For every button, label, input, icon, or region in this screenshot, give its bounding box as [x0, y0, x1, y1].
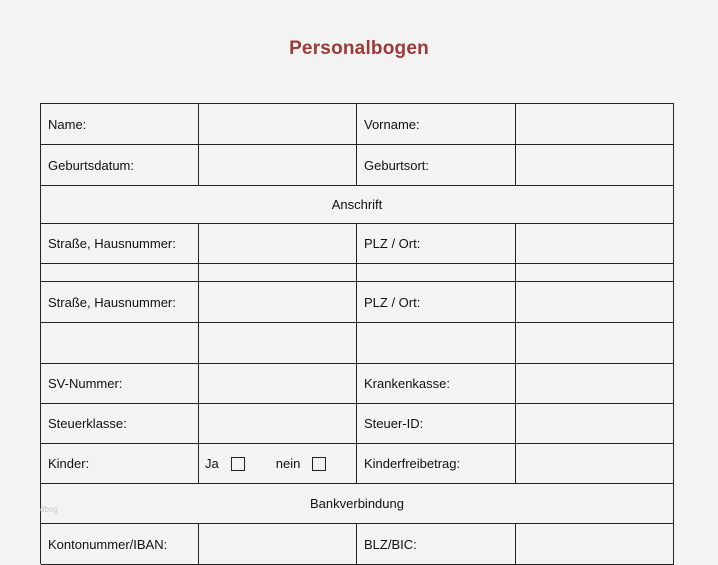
strasse-label-2: Straße, Hausnummer: [41, 282, 199, 323]
row-birth [41, 145, 674, 186]
geburtsort-label: Geburtsort: [357, 145, 516, 186]
row-anschrift-header [41, 186, 674, 224]
name-label: Name: [41, 104, 199, 145]
steuerid-field[interactable] [516, 404, 674, 444]
steuerklasse-field[interactable] [199, 404, 357, 444]
konto-field[interactable] [199, 524, 357, 565]
geburtsort-field[interactable] [516, 145, 674, 186]
vorname-label: Vorname: [357, 104, 516, 145]
strasse-field-2[interactable] [199, 282, 357, 323]
kinder-nein-checkbox[interactable] [312, 457, 326, 471]
personal-form [40, 103, 674, 564]
sv-label: SV-Nummer: [41, 364, 199, 404]
bank-header: Bankverbindung [41, 484, 674, 524]
watermark: dbog [40, 505, 58, 514]
row-kinder [41, 444, 674, 484]
konto-label: Kontonummer/IBAN: [41, 524, 199, 565]
row-name [41, 104, 674, 145]
sv-field[interactable] [199, 364, 357, 404]
plz-field-1[interactable] [516, 224, 674, 264]
steuerklasse-label: Steuerklasse: [41, 404, 199, 444]
spacer-cell-2[interactable] [199, 264, 357, 282]
anschrift-header: Anschrift [41, 186, 674, 224]
steuerid-label: Steuer-ID: [357, 404, 516, 444]
row-bank-header [41, 484, 674, 524]
empty-cell-4[interactable] [516, 323, 674, 364]
krankenkasse-label: Krankenkasse: [357, 364, 516, 404]
row-spacer [41, 264, 674, 282]
geburtsdatum-label: Geburtsdatum: [41, 145, 199, 186]
plz-label-2: PLZ / Ort: [357, 282, 516, 323]
row-sv [41, 364, 674, 404]
geburtsdatum-field[interactable] [199, 145, 357, 186]
empty-cell-2[interactable] [199, 323, 357, 364]
empty-cell-1[interactable] [41, 323, 199, 364]
kinder-options [199, 444, 357, 484]
kinder-ja-label: Ja [205, 456, 219, 471]
krankenkasse-field[interactable] [516, 364, 674, 404]
strasse-field-1[interactable] [199, 224, 357, 264]
row-empty [41, 323, 674, 364]
strasse-label-1: Straße, Hausnummer: [41, 224, 199, 264]
kinder-ja-checkbox[interactable] [231, 457, 245, 471]
plz-label-1: PLZ / Ort: [357, 224, 516, 264]
spacer-cell-3[interactable] [357, 264, 516, 282]
vorname-field[interactable] [516, 104, 674, 145]
kinder-label: Kinder: [41, 444, 199, 484]
blz-field[interactable] [516, 524, 674, 565]
kinder-nein-label: nein [275, 456, 301, 471]
name-field[interactable] [199, 104, 357, 145]
spacer-cell-1[interactable] [41, 264, 199, 282]
row-bank [41, 524, 674, 565]
kinderfreibetrag-label: Kinderfreibetrag: [357, 444, 516, 484]
row-address-2 [41, 282, 674, 323]
row-address-1 [41, 224, 674, 264]
row-steuer [41, 404, 674, 444]
blz-label: BLZ/BIC: [357, 524, 516, 565]
spacer-cell-4[interactable] [516, 264, 674, 282]
kinderfreibetrag-field[interactable] [516, 444, 674, 484]
empty-cell-3[interactable] [357, 323, 516, 364]
page-title: Personalbogen [289, 38, 429, 59]
plz-field-2[interactable] [516, 282, 674, 323]
